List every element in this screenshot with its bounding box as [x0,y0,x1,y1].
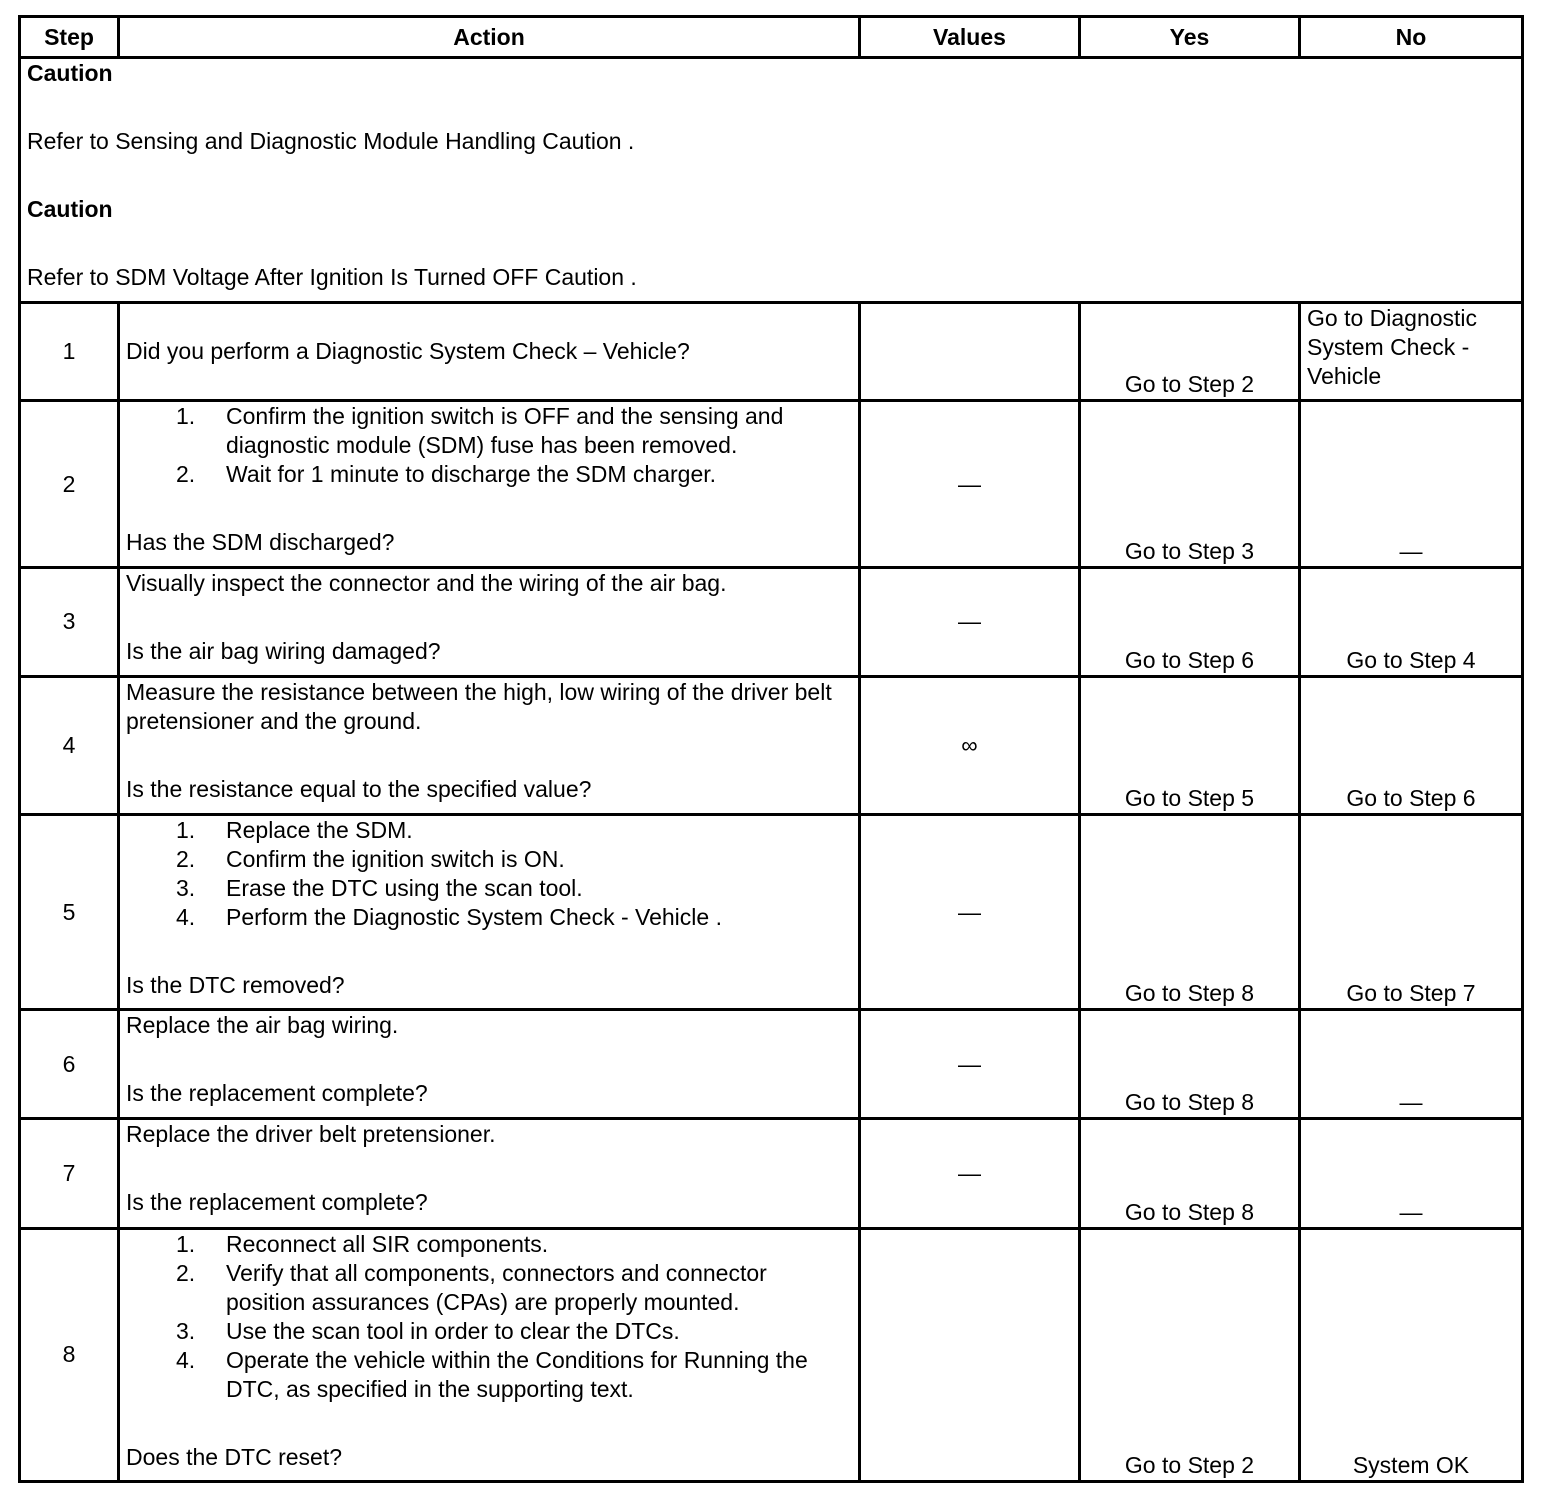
step-number: 8 [20,1228,119,1481]
table-row [20,1228,1523,1481]
yes-cell: Go to Step 2 [1080,1228,1300,1481]
yes-cell: Go to Step 3 [1080,401,1300,567]
caution-title-2: Caution [27,196,113,222]
header-yes: Yes [1080,17,1300,58]
yes-cell: Go to Step 6 [1080,567,1300,676]
action-cell [119,676,860,814]
value-cell: — [860,401,1080,567]
value-cell: — [860,1119,1080,1228]
action-text: Measure the resistance between the high, low wiring of the driver belt pretensioner and the ground. [126,678,832,734]
yes-cell: Go to Step 8 [1080,815,1300,1010]
list-item: 4. Perform the Diagnostic System Check - Vehicle . [176,904,722,931]
no-cell: Go to Step 6 [1300,676,1523,814]
table-row [20,567,1523,676]
step-number: 4 [20,676,119,814]
action-cell [119,1119,860,1228]
action-question: Is the air bag wiring damaged? [126,637,441,664]
action-text: Visually inspect the connector and the wiring of the air bag. [126,569,727,596]
list-item: 2. Verify that all components, connectors and connector position assurances (CPAs) are properly mounted. [176,1259,767,1315]
step-number: 2 [20,401,119,567]
caution-row [20,58,1523,303]
action-question: Is the replacement complete? [126,1080,428,1107]
list-item: 3. Use the scan tool in order to clear the DTCs. [176,1317,680,1344]
diagnostic-table [18,15,1524,1483]
step-number: 1 [20,303,119,401]
caution-cell [20,58,1523,303]
no-cell: — [1300,1010,1523,1119]
no-cell: System OK [1300,1228,1523,1481]
list-item: 2. Wait for 1 minute to discharge the SDM charger. [176,461,717,488]
header-action: Action [119,17,860,58]
action-question: Is the replacement complete? [126,1189,428,1216]
caution-text-2: Refer to SDM Voltage After Ignition Is Turned OFF Caution . [27,264,637,290]
action-list [126,1230,852,1404]
list-item: 1. Confirm the ignition switch is OFF and the sensing and diagnostic module (SDM) fuse has been removed. [176,403,784,459]
value-cell: — [860,815,1080,1010]
action-question: Is the DTC removed? [126,972,345,999]
table-row [20,303,1523,401]
action-cell [119,567,860,676]
table-row [20,676,1523,814]
action-cell [119,815,860,1010]
action-text: Replace the air bag wiring. [126,1012,399,1039]
list-item: 3. Erase the DTC using the scan tool. [176,875,583,902]
yes-cell: Go to Step 2 [1080,303,1300,401]
no-cell: — [1300,1119,1523,1228]
value-cell: — [860,567,1080,676]
step-number: 5 [20,815,119,1010]
value-cell: — [860,1010,1080,1119]
action-question: Does the DTC reset? [126,1443,343,1470]
no-cell: Go to Step 7 [1300,815,1523,1010]
header-step: Step [20,17,119,58]
yes-cell: Go to Step 8 [1080,1010,1300,1119]
yes-cell: Go to Step 5 [1080,676,1300,814]
no-cell: Go to Step 4 [1300,567,1523,676]
step-number: 3 [20,567,119,676]
action-question: Is the resistance equal to the specified value? [126,775,592,802]
caution-title-1: Caution [27,60,113,86]
value-cell [860,303,1080,401]
header-values: Values [860,17,1080,58]
action-cell [119,1228,860,1481]
no-cell: Go to Diagnostic System Check - Vehicle [1300,303,1523,401]
value-cell: ∞ [860,676,1080,814]
list-item: 4. Operate the vehicle within the Conditions for Running the DTC, as specified in the supporting text. [176,1346,808,1402]
step-number: 7 [20,1119,119,1228]
header-row [20,17,1523,58]
list-item: 1. Replace the SDM. [176,817,413,844]
step-number: 6 [20,1010,119,1119]
action-cell [119,401,860,567]
no-cell: — [1300,401,1523,567]
action-cell [119,1010,860,1119]
table-row [20,1010,1523,1119]
table-row [20,815,1523,1010]
value-cell [860,1228,1080,1481]
table-row [20,1119,1523,1228]
table-row [20,401,1523,567]
action-question: Has the SDM discharged? [126,529,395,556]
caution-text-1: Refer to Sensing and Diagnostic Module Handling Caution . [27,128,635,154]
yes-cell: Go to Step 8 [1080,1119,1300,1228]
header-no: No [1300,17,1523,58]
action-list [126,402,852,489]
action-list [126,816,852,932]
action-text: Did you perform a Diagnostic System Check – Vehicle? [119,303,860,401]
list-item: 1. Reconnect all SIR components. [176,1230,549,1257]
action-text: Replace the driver belt pretensioner. [126,1121,496,1148]
list-item: 2. Confirm the ignition switch is ON. [176,846,565,873]
